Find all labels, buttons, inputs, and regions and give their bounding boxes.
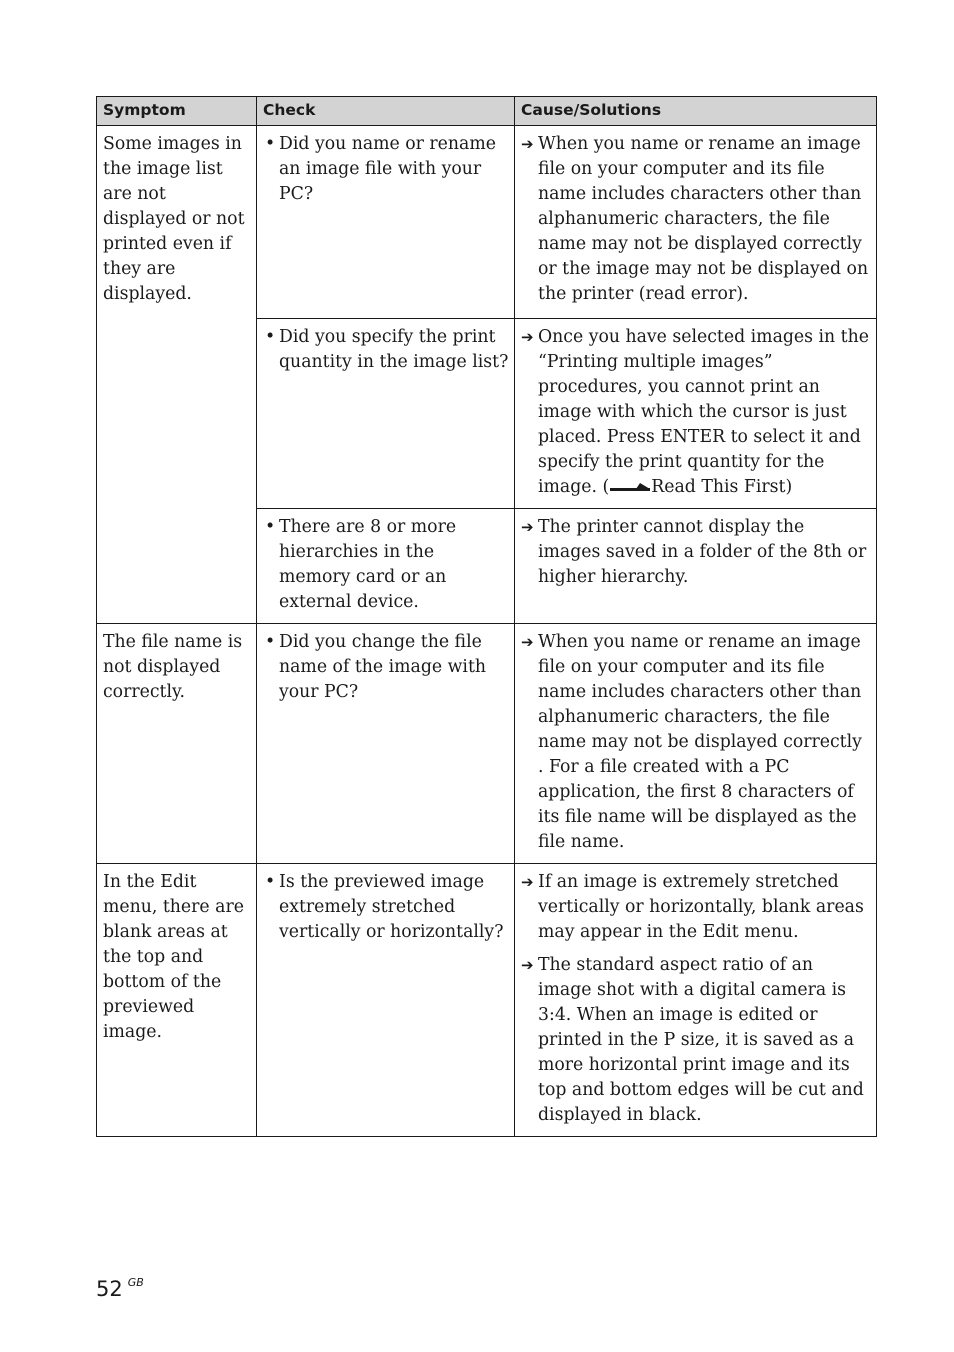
check-text: There are 8 or more hierarchies in the memory card or an external device. <box>279 517 457 612</box>
check-cell <box>257 624 515 864</box>
solution-item <box>521 515 871 590</box>
page-footer <box>96 1276 144 1301</box>
check-item <box>263 132 509 207</box>
arrow-icon: ➔ <box>521 135 534 153</box>
check-item <box>263 515 509 615</box>
solution-item <box>521 870 871 945</box>
check-text: Is the previewed image extremely stretched vertically or horizontally? <box>279 872 504 942</box>
header-check: Check <box>257 97 515 126</box>
solution-cell <box>515 624 877 864</box>
solution-text: When you name or rename an image file on your computer and its file name includes characters other than alphanumeric characters, the file name may not be displayed correctly . For a file created with a PC application, the first 8 characters of its file name will be displayed as the file name. <box>538 632 862 852</box>
reference-text: Read This First) <box>651 477 793 497</box>
table-row <box>97 126 877 319</box>
troubleshooting-table <box>96 96 877 1137</box>
symptom-cell: In the Edit menu, there are blank areas at the top and bottom of the previewed image. <box>97 864 257 1137</box>
solution-item <box>521 953 871 1128</box>
solution-text: The standard aspect ratio of an image shot with a digital camera is 3:4. When an image is edited or printed in the P size, it is saved as a more horizontal print image and its top and bottom edges will be cut and displayed in black. <box>538 955 864 1125</box>
solution-item <box>521 132 871 307</box>
reference-arrow-icon <box>610 481 650 493</box>
check-cell <box>257 509 515 624</box>
table-row <box>97 624 877 864</box>
check-text: Did you change the file name of the image with your PC? <box>279 632 487 702</box>
solution-text: Once you have selected images in the “Printing multiple images” procedures, you cannot print an image with which the cursor is just placed. Press ENTER to select it and specify the print quantity for the image. <box>538 327 869 497</box>
solution-text: If an image is extremely stretched vertically or horizontally, blank areas may appear in the Edit menu. <box>538 872 864 942</box>
header-symptom: Symptom <box>97 97 257 126</box>
bullet-icon: • <box>265 632 276 652</box>
bullet-icon: • <box>265 134 276 154</box>
symptom-cell: The file name is not displayed correctly. <box>97 624 257 864</box>
header-cause-solutions: Cause/Solutions <box>515 97 877 126</box>
arrow-icon: ➔ <box>521 873 534 891</box>
check-item <box>263 630 509 705</box>
solution-cell <box>515 319 877 509</box>
page-number: 52 <box>96 1277 123 1301</box>
solution-text: When you name or rename an image file on your computer and its file name includes characters other than alphanumeric characters, the file name may not be displayed correctly or the image may not be displayed on the printer (read error). <box>538 134 869 304</box>
check-text: Did you name or rename an image file with your PC? <box>279 134 496 204</box>
arrow-icon: ➔ <box>521 956 534 974</box>
table-header-row <box>97 97 877 126</box>
arrow-icon: ➔ <box>521 328 534 346</box>
check-cell <box>257 864 515 1137</box>
solution-cell <box>515 509 877 624</box>
bullet-icon: • <box>265 517 276 537</box>
arrow-icon: ➔ <box>521 633 534 651</box>
bullet-icon: • <box>265 872 276 892</box>
table-row <box>97 864 877 1137</box>
check-item <box>263 325 509 375</box>
reference-open-paren: ( <box>602 477 610 497</box>
arrow-icon: ➔ <box>521 518 534 536</box>
solution-text: The printer cannot display the images saved in a folder of the 8th or higher hierarchy. <box>538 517 867 587</box>
solution-cell <box>515 864 877 1137</box>
solution-item <box>521 630 871 855</box>
check-cell <box>257 319 515 509</box>
region-code: GB <box>127 1276 144 1289</box>
symptom-cell: Some images in the image list are not displayed or not printed even if they are displayed. <box>97 126 257 624</box>
check-item <box>263 870 509 945</box>
solution-cell <box>515 126 877 319</box>
bullet-icon: • <box>265 327 276 347</box>
check-text: Did you specify the print quantity in the image list? <box>279 327 509 372</box>
check-cell <box>257 126 515 319</box>
solution-item <box>521 325 871 500</box>
